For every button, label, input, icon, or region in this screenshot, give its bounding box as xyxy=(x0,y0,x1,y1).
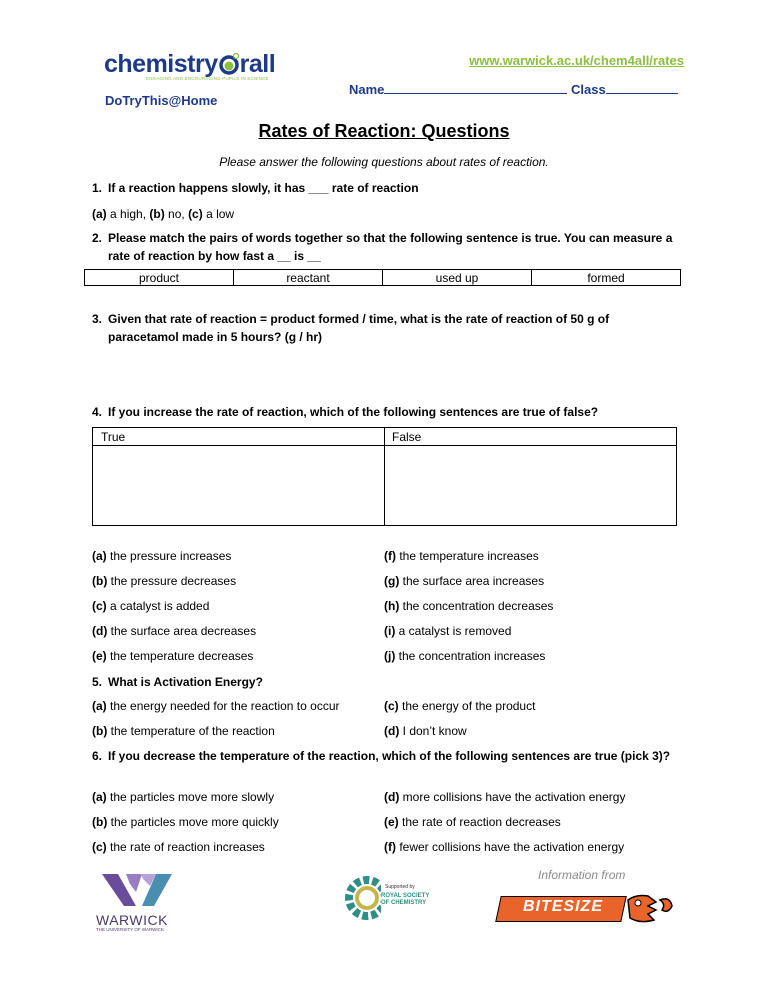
list-item[interactable]: (d) the surface area decreases xyxy=(92,624,257,638)
question-number: 1. xyxy=(92,181,103,195)
option-text[interactable]: a high, xyxy=(106,207,150,221)
question-number: 2. xyxy=(92,231,103,245)
rates-url-link[interactable]: www.warwick.ac.uk/chem4all/rates xyxy=(469,53,684,68)
list-item[interactable]: (b) the temperature of the reaction xyxy=(92,724,275,738)
true-column-label: True xyxy=(101,430,126,444)
option-key: (c) xyxy=(188,207,203,221)
dotrythis-home: DoTryThis@Home xyxy=(105,93,218,108)
question-text: Given that rate of reaction = product formed / time, what is the rate of reaction of 50 g of paracetamol made in 5 hours? (g / hr) xyxy=(108,312,610,344)
list-item[interactable]: (h) the concentration decreases xyxy=(384,599,554,613)
rsc-emblem-icon xyxy=(345,874,381,922)
bitesize-logo xyxy=(498,894,676,924)
question-number: 4. xyxy=(92,405,103,419)
word-match-table xyxy=(84,269,681,286)
question-text: What is Activation Energy? xyxy=(108,675,263,689)
rsc-logo xyxy=(345,874,435,924)
list-item[interactable]: (d) I don’t know xyxy=(384,724,467,738)
option-key: (a) xyxy=(92,207,107,221)
question-1 xyxy=(92,179,682,197)
list-item[interactable]: (c) the energy of the product xyxy=(384,699,536,713)
bitesize-wordmark: BITESIZE xyxy=(522,898,603,915)
option-key: (b) xyxy=(149,207,165,221)
list-item[interactable]: (e) the rate of reaction decreases xyxy=(384,815,561,829)
list-item[interactable]: (a) the pressure increases xyxy=(92,549,232,563)
list-item[interactable]: (a) the energy needed for the reaction to occur xyxy=(92,699,340,713)
question-3 xyxy=(92,310,682,346)
q3-answer-area[interactable] xyxy=(108,350,668,400)
option-text[interactable]: a low xyxy=(202,207,235,221)
flask-o-icon xyxy=(218,50,240,78)
list-item[interactable]: (d) more collisions have the activation energy xyxy=(384,790,626,804)
warwick-chevron-icon xyxy=(96,874,186,908)
information-from: Information from xyxy=(538,868,626,882)
list-item[interactable]: (c) the rate of reaction increases xyxy=(92,840,265,854)
warwick-subtitle: THE UNIVERSITY OF WARWICK xyxy=(96,927,164,932)
class-label: Class xyxy=(571,82,606,97)
option-text[interactable]: no, xyxy=(164,207,189,221)
name-field[interactable] xyxy=(384,81,567,94)
question-text: Please match the pairs of words together so that the following sentence is true. You can measure a rate of reaction by how fast a __ is __ xyxy=(108,231,673,263)
question-4 xyxy=(92,403,682,421)
question-text: If you increase the rate of reaction, which of the following sentences are true of false? xyxy=(108,405,599,419)
logo-tagline: ENGAGING AND ENCOURAGING PUPILS IN SCIENCE xyxy=(146,76,269,81)
list-item[interactable]: (f) fewer collisions have the activation energy xyxy=(384,840,625,854)
list-item[interactable]: (a) the particles move more slowly xyxy=(92,790,275,804)
list-item[interactable]: (c) a catalyst is added xyxy=(92,599,210,613)
class-field[interactable] xyxy=(606,81,678,94)
question-number: 3. xyxy=(92,312,103,326)
question-text: If you decrease the temperature of the reaction, which of the following sentences are true (pick 3)? xyxy=(108,749,671,763)
question-5 xyxy=(92,673,682,691)
intro-text: Please answer the following questions about rates of reaction. xyxy=(219,155,549,169)
question-text: If a reaction happens slowly, it has ___ rate of reaction xyxy=(108,181,419,195)
list-item[interactable]: (i) a catalyst is removed xyxy=(384,624,512,638)
warwick-wordmark: WARWICK xyxy=(96,912,168,928)
question-number: 5. xyxy=(92,675,103,689)
false-answer-cell[interactable] xyxy=(385,446,676,525)
rsc-line-1: ROYAL SOCIETY xyxy=(381,893,430,899)
chemistryforall-logo: chemistry rall xyxy=(104,50,276,78)
word-cell[interactable]: formed xyxy=(532,270,681,286)
word-cell[interactable]: used up xyxy=(383,270,532,286)
rsc-supported-by: Supported by xyxy=(385,884,415,890)
true-false-table xyxy=(92,427,677,526)
question-2 xyxy=(92,229,682,265)
false-column-label: False xyxy=(392,430,422,444)
warwick-logo xyxy=(96,874,186,930)
question-number: 6. xyxy=(92,749,103,763)
word-cell[interactable]: reactant xyxy=(234,270,383,286)
list-item[interactable]: (e) the temperature decreases xyxy=(92,649,254,663)
page-title: Rates of Reaction: Questions xyxy=(258,121,510,141)
bitesize-monster-icon xyxy=(626,894,676,924)
list-item[interactable]: (b) the pressure decreases xyxy=(92,574,237,588)
q1-options xyxy=(92,207,234,221)
list-item[interactable]: (g) the surface area increases xyxy=(384,574,545,588)
question-6 xyxy=(92,747,682,765)
name-class-line xyxy=(349,81,678,97)
word-cell[interactable]: product xyxy=(85,270,234,286)
list-item[interactable]: (j) the concentration increases xyxy=(384,649,546,663)
list-item[interactable]: (f) the temperature increases xyxy=(384,549,539,563)
true-answer-cell[interactable] xyxy=(93,446,384,525)
name-label: Name xyxy=(349,82,385,97)
rsc-line-2: OF CHEMISTRY xyxy=(381,900,427,906)
list-item[interactable]: (b) the particles move more quickly xyxy=(92,815,279,829)
